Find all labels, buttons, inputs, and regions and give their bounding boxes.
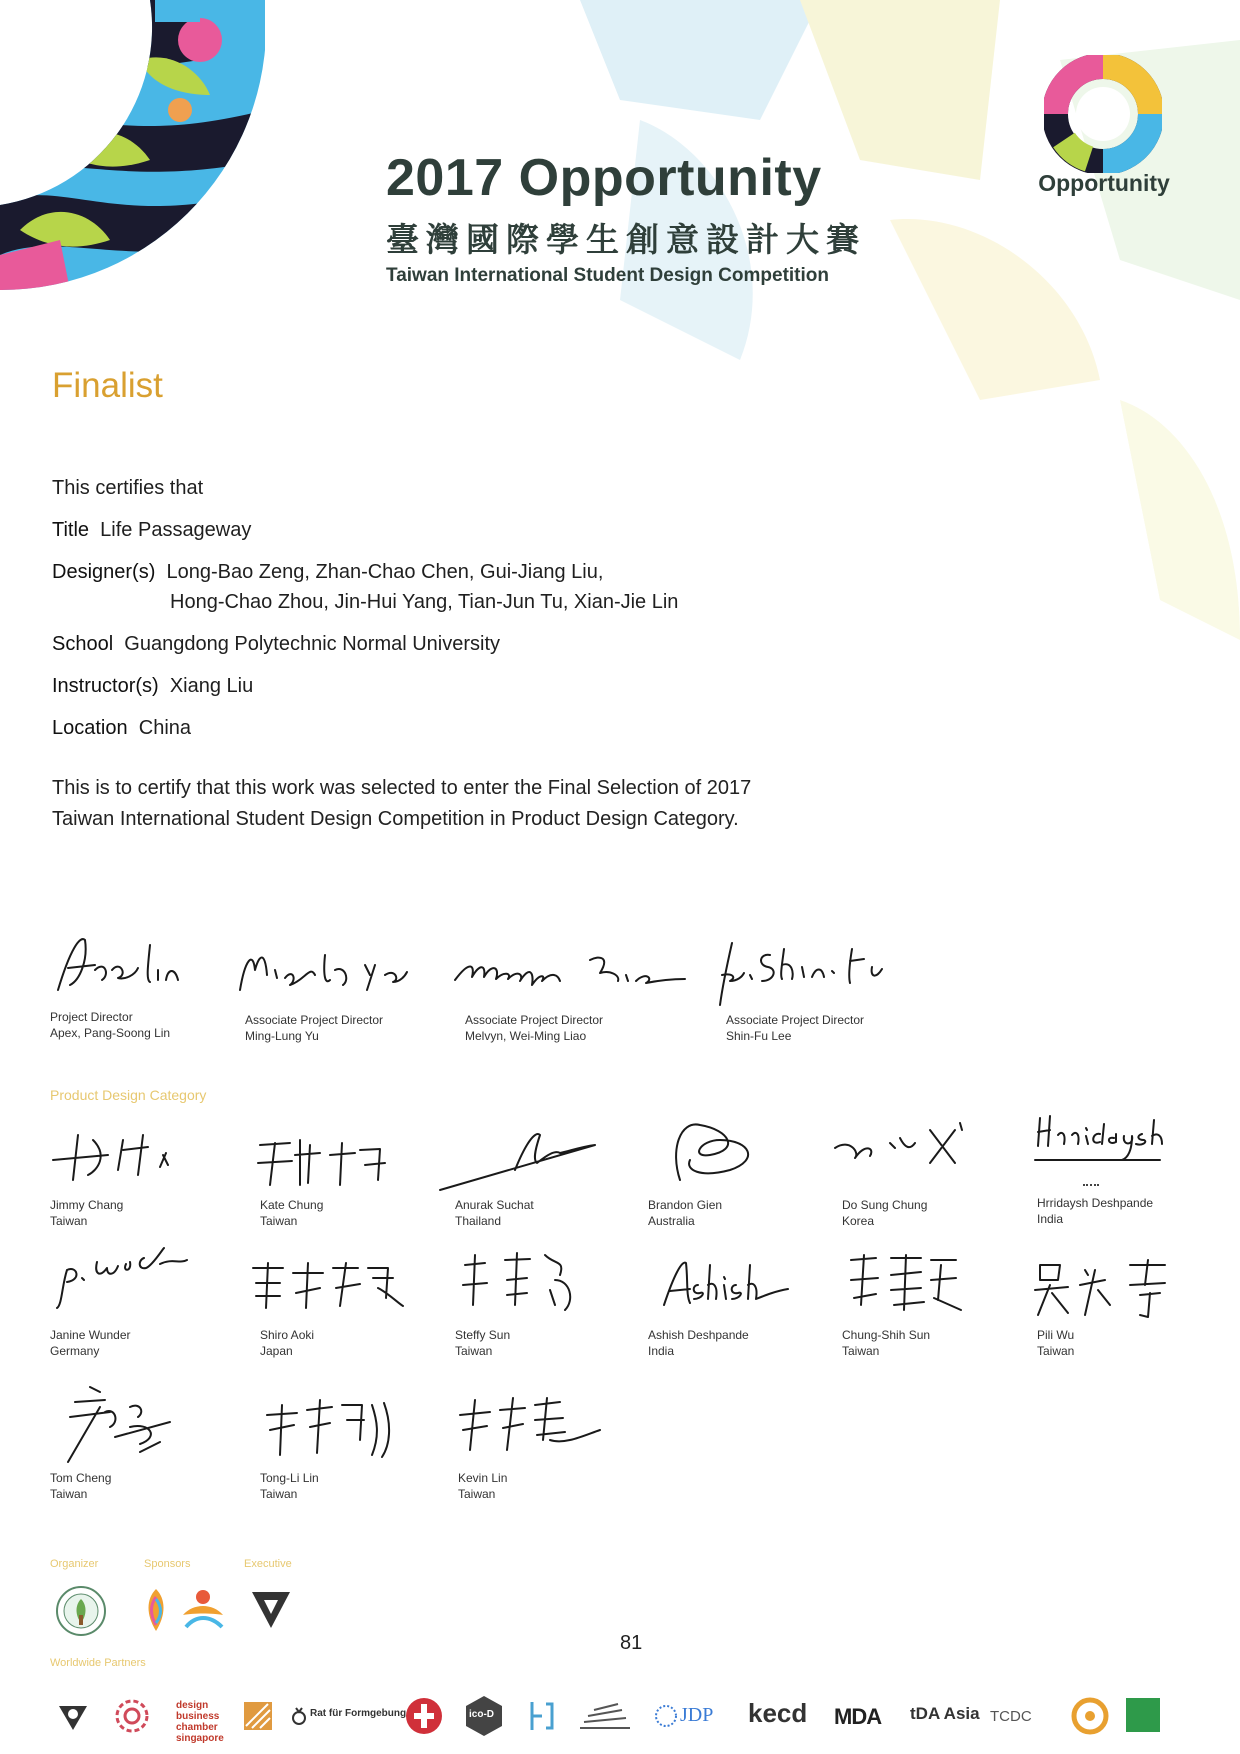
judge-country: Germany (50, 1344, 100, 1358)
signature-brandon-gien (660, 1110, 770, 1190)
signature-apex-lin (50, 930, 190, 1000)
english-title: Taiwan International Student Design Competition (386, 265, 829, 286)
judge-country: Thailand (455, 1214, 502, 1228)
signature-jimmy-chang (48, 1125, 198, 1185)
judge-country: Taiwan (50, 1487, 88, 1501)
partner-logo-icon (1070, 1696, 1110, 1736)
judge-caption (648, 1327, 749, 1359)
certification-statement: This is to certify that this work was selected to enter the Final Selection of 2017 Taiwan International Student Design Competition in Product Design Category. (52, 777, 752, 830)
partner-mda: MDA (834, 1704, 882, 1729)
signature-tong-li-lin (262, 1395, 402, 1460)
partner-logo-icon (55, 1698, 91, 1734)
partner-logo-icon (1126, 1698, 1160, 1732)
judge-caption (842, 1327, 930, 1359)
judge-country: India (648, 1344, 675, 1358)
judge-country: Taiwan (455, 1344, 493, 1358)
judge-country: Korea (842, 1214, 875, 1228)
chinese-title: 臺灣國際學生創意設計大賽 (386, 221, 866, 258)
judge-country: Taiwan (260, 1487, 298, 1501)
judge-caption (260, 1197, 323, 1229)
organizer-seal-icon (55, 1585, 107, 1637)
page-number: 81 (620, 1632, 643, 1654)
partner-logo-icon (404, 1696, 444, 1736)
judge-name: Kate Chung (260, 1198, 324, 1212)
director-2-caption (245, 1012, 383, 1044)
judge-name: Janine Wunder (50, 1328, 131, 1342)
judge-name: Ashish Deshpande (648, 1328, 749, 1342)
signature-do-sung-chung (830, 1118, 970, 1173)
director-name: Ming-Lung Yu (245, 1029, 319, 1043)
judge-caption (455, 1327, 510, 1359)
partner-logo-icon (110, 1698, 154, 1734)
signature-pili-wu (1030, 1255, 1180, 1325)
director-role: Associate Project Director (465, 1013, 604, 1027)
judge-name: Shiro Aoki (260, 1328, 315, 1342)
judge-caption (50, 1197, 123, 1229)
judge-country: Taiwan (1037, 1344, 1075, 1358)
school-line (52, 633, 500, 656)
decorative-ring-graphic (0, 0, 265, 295)
signature-anurak-suchat (435, 1125, 605, 1195)
designers-value-line2: Hong-Chao Zhou, Jin-Hui Yang, Tian-Jun Tu, Xian-Jie Lin (170, 591, 679, 613)
director-4-caption (726, 1012, 864, 1044)
signature-shiro-aoki (248, 1258, 408, 1313)
judge-country: India (1037, 1212, 1064, 1226)
judge-name: Tom Cheng (50, 1471, 112, 1485)
judge-caption (1037, 1195, 1153, 1227)
judge-country: Taiwan (458, 1487, 496, 1501)
school-label: School (52, 633, 114, 655)
judge-caption (50, 1327, 131, 1359)
judge-caption (50, 1470, 111, 1502)
partner-dbc-singapore: design business chamber singapore (176, 1700, 224, 1744)
signature-dots (1083, 1184, 1099, 1189)
judge-caption (458, 1470, 507, 1502)
partner-logo-icon (578, 1700, 632, 1734)
judge-country: Taiwan (260, 1214, 298, 1228)
judge-name: Tong-Li Lin (260, 1471, 319, 1485)
partner-tda-asia: tDA Asia (910, 1704, 980, 1723)
partner-kecd: kecd (748, 1698, 808, 1728)
judge-country: Australia (648, 1214, 695, 1228)
signature-tom-cheng (60, 1382, 180, 1467)
competition-title-block (386, 148, 886, 287)
signature-kate-chung (250, 1135, 400, 1190)
executive-logo-icon (250, 1590, 292, 1630)
category-title: Product Design Category (50, 1087, 207, 1103)
award-heading: Finalist (52, 366, 163, 405)
judge-caption (1037, 1327, 1074, 1359)
judge-caption (455, 1197, 534, 1229)
signature-chung-shih-sun (846, 1250, 976, 1330)
judge-country: Taiwan (842, 1344, 880, 1358)
opportunity-logo-icon (1044, 55, 1162, 173)
intro-line: This certifies that (52, 477, 204, 499)
title-value: Life Passageway (100, 519, 252, 541)
location-line (52, 717, 191, 740)
designers-value-line1: Long-Bao Zeng, Zhan-Chao Chen, Gui-Jiang Liu, (166, 561, 604, 583)
judge-country: Taiwan (50, 1214, 88, 1228)
judge-caption (842, 1197, 927, 1229)
director-role: Associate Project Director (245, 1013, 384, 1027)
judge-name: Brandon Gien (648, 1198, 723, 1212)
judge-caption (260, 1470, 319, 1502)
director-1-caption (50, 1009, 170, 1041)
judge-name: Jimmy Chang (50, 1198, 124, 1212)
director-name: Shin-Fu Lee (726, 1029, 792, 1043)
partner-rat-icon (292, 1706, 306, 1726)
main-title: 2017 Opportunity (386, 149, 822, 207)
title-label: Title (52, 519, 90, 541)
sponsors-label: Sponsors (144, 1558, 191, 1570)
signature-ming-lung-yu (235, 940, 415, 1000)
judge-name: Chung-Shih Sun (842, 1328, 931, 1342)
judge-caption (260, 1327, 314, 1359)
organizer-label: Organizer (50, 1558, 99, 1570)
school-value: Guangdong Polytechnic Normal University (124, 633, 501, 655)
partners-label: Worldwide Partners (50, 1657, 146, 1669)
signature-hrridaysh-deshpande (1030, 1110, 1170, 1170)
instructor-label: Instructor(s) (52, 675, 159, 697)
judge-name: Kevin Lin (458, 1471, 508, 1485)
director-name: Melvyn, Wei-Ming Liao (465, 1029, 587, 1043)
designers-label: Designer(s) (52, 561, 156, 583)
executive-label: Executive (244, 1558, 292, 1570)
judge-name: Hrridaysh Deshpande (1037, 1196, 1154, 1210)
signature-janine-wunder (52, 1240, 192, 1310)
signature-steffy-sun (455, 1245, 595, 1320)
partner-jdp-icon (654, 1704, 678, 1728)
signature-shin-fu-lee (712, 935, 892, 1010)
partner-logos-row (50, 1690, 1180, 1742)
director-3-caption (465, 1012, 603, 1044)
signature-melvyn-liao (450, 945, 690, 995)
logo-text: Opportunity (1038, 170, 1170, 196)
instructor-value: Xiang Liu (169, 675, 254, 697)
partner-tcdc: TCDC (990, 1708, 1032, 1725)
signature-ashish-deshpande (656, 1255, 796, 1315)
instructor-line (52, 675, 253, 698)
sponsor-logo-icon-2 (178, 1585, 228, 1635)
judge-name: Do Sung Chung (842, 1198, 928, 1212)
judge-caption (648, 1197, 722, 1229)
title-line (52, 519, 251, 542)
director-role: Project Director (50, 1010, 133, 1024)
sponsor-logo-icon-1 (142, 1585, 170, 1635)
location-value: China (138, 717, 192, 739)
judge-name: Anurak Suchat (455, 1198, 534, 1212)
partner-jdp: JDP (680, 1704, 714, 1726)
director-role: Associate Project Director (726, 1013, 865, 1027)
partner-rat-fur-formgebung: Rat für Formgebung (310, 1708, 407, 1719)
judge-name: Steffy Sun (455, 1328, 511, 1342)
signature-kevin-lin (455, 1390, 605, 1455)
director-name: Apex, Pang-Soong Lin (50, 1026, 171, 1040)
partner-logo-icon (526, 1698, 558, 1734)
judge-name: Pili Wu (1037, 1328, 1075, 1342)
partner-ico-d: ico-D (469, 1709, 494, 1720)
partner-logo-icon (240, 1698, 276, 1734)
location-label: Location (52, 717, 128, 739)
designers-line (52, 561, 603, 584)
judge-country: Japan (260, 1344, 293, 1358)
